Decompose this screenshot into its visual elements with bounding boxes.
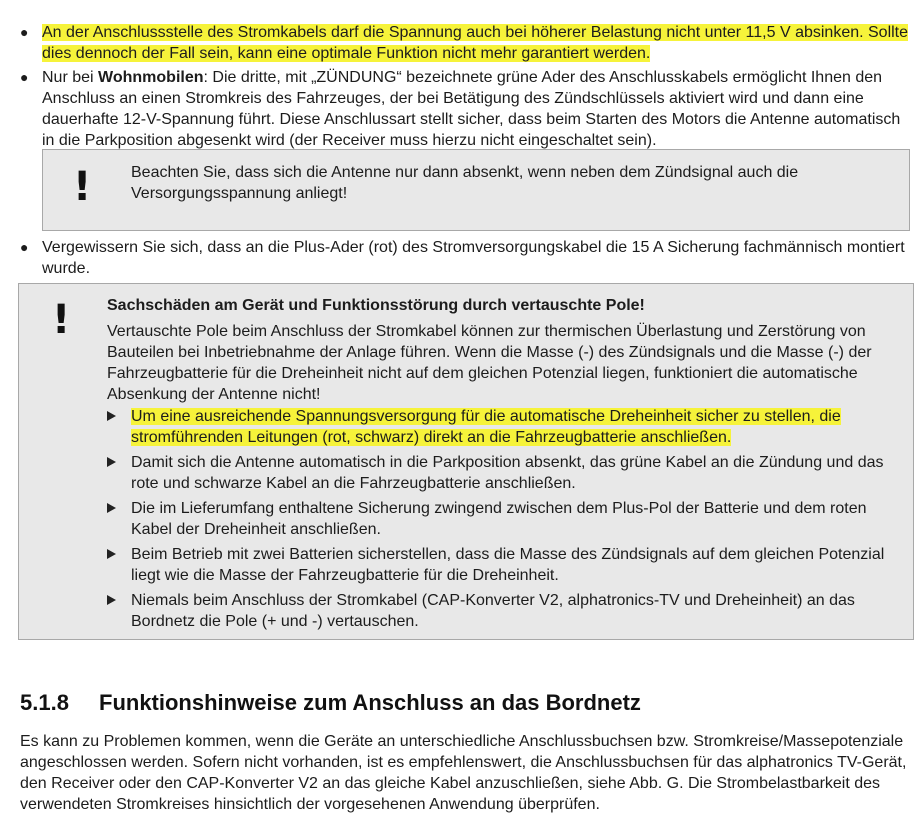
bullet-bold: Wohnmobilen xyxy=(98,69,204,86)
list-item-text: Damit sich die Antenne automatisch in die Parkposition absenkt, das grüne Kabel an die Zündung und das rote und schwarze Kabel an die Fahrzeugbatterie anschließen. xyxy=(131,454,884,492)
note-box xyxy=(42,149,910,231)
bullet-dot: ● xyxy=(20,24,29,40)
bullet-text: Vergewissern Sie sich, dass an die Plus-Ader (rot) des Stromversorgungskabel die 15 A Sicherung fachmännisch montiert wurde. xyxy=(42,239,905,277)
arrow-right-icon xyxy=(107,411,116,421)
exclamation-icon: ! xyxy=(73,164,92,210)
arrow-right-icon xyxy=(107,549,116,559)
list-item xyxy=(107,590,907,632)
bullet-item-voltage xyxy=(20,22,910,64)
bullet-item-fuse xyxy=(20,237,910,279)
list-item xyxy=(107,406,907,448)
list-item-text: Die im Lieferumfang enthaltene Sicherung zwingend zwischen dem Plus-Pol der Batterie und dem roten Kabel der Dreheinheit anschließen. xyxy=(131,500,867,538)
bullet-dot: ● xyxy=(20,69,29,85)
bullet-item-motorhome xyxy=(20,67,910,151)
arrow-right-icon xyxy=(107,503,116,513)
warning-list xyxy=(107,406,907,636)
highlighted-text: An der Anschlussstelle des Stromkabels darf die Spannung auch bei höherer Belastung nicht unter 11,5 V absinken. Sollte dies dennoch der Fall sein, kann eine optimale Funktion nicht mehr garantiert werden. xyxy=(42,24,909,62)
list-item-text: Beim Betrieb mit zwei Batterien sicherstellen, dass die Masse des Zündsignals auf dem gleichen Potenzial liegt wie die Masse der Fahrzeugbatterie für die Dreheinheit. xyxy=(131,546,885,584)
section-paragraph: Es kann zu Problemen kommen, wenn die Geräte an unterschiedliche Anschlussbuchsen bzw. Stromkreise/Massepotenziale angeschlossen werden. Sofern nicht vorhanden, ist es empfehlenswert, die Anschlussbuchsen für das alphatronics TV-Gerät, den Receiver oder den CAP-Konverter V2 an das gleiche Kabel anzuschließen, siehe Abb. G. Die Strombelastbarkeit des verwendeten Stromkreises hinsichtlich der vorgesehenen Anwendung überprüfen. xyxy=(20,733,907,813)
section-number: 5.1.8 xyxy=(20,690,69,715)
note-text: Beachten Sie, dass sich die Antenne nur dann absenkt, wenn neben dem Zündsignal auch die Versorgungsspannung anliegt! xyxy=(131,164,799,202)
warning-title: Sachschäden am Gerät und Funktionsstörung durch vertauschte Pole! xyxy=(107,297,645,314)
arrow-right-icon xyxy=(107,457,116,467)
section-title: Funktionshinweise zum Anschluss an das Bordnetz xyxy=(99,690,641,715)
bullet-text: : Die dritte, mit „ZÜNDUNG“ bezeichnete grüne Ader des Anschlusskabels ermöglicht Ihnen den Anschluss an einen Stromkreis des Fahrzeuges, der bei Betätigung des Zündschlüssels aktiviert wird und dann eine dauerhafte 12-V-Spannung führt. Diese Anschlussart stellt sicher, dass beim Starten des Motors die Antenne automatisch in die Parkposition abgesenkt wird (der Receiver muss hierzu nicht eingeschaltet sein). xyxy=(42,69,901,149)
warning-body: Vertauschte Pole beim Anschluss der Stromkabel können zur thermischen Überlastung und Zerstörung von Bauteilen bei Inbetriebnahme der Anlage führen. Wenn die Masse (-) des Zündsignals und die Masse (-) der Fahrzeugbatterie für die Dreheinheit nicht auf dem gleichen Potenzial liegen, funktioniert die automatische Absenkung der Antenne nicht! xyxy=(107,323,872,403)
list-item xyxy=(107,498,907,540)
exclamation-icon: ! xyxy=(52,297,71,343)
warning-box xyxy=(18,283,914,640)
section-heading xyxy=(20,689,641,717)
highlighted-text: Um eine ausreichende Spannungsversorgung für die automatische Dreheinheit sicher zu stellen, die stromführenden Leitungen (rot, schwarz) direkt an die Fahrzeugbatterie anschließen. xyxy=(131,408,841,446)
bullet-dot: ● xyxy=(20,239,29,255)
arrow-right-icon xyxy=(107,595,116,605)
list-item xyxy=(107,452,907,494)
bullet-prefix: Nur bei xyxy=(42,69,99,86)
list-item xyxy=(107,544,907,586)
list-item-text: Niemals beim Anschluss der Stromkabel (CAP-Konverter V2, alphatronics-TV und Dreheinheit) an das Bordnetz die Pole (+ und -) vertauschen. xyxy=(131,592,855,630)
